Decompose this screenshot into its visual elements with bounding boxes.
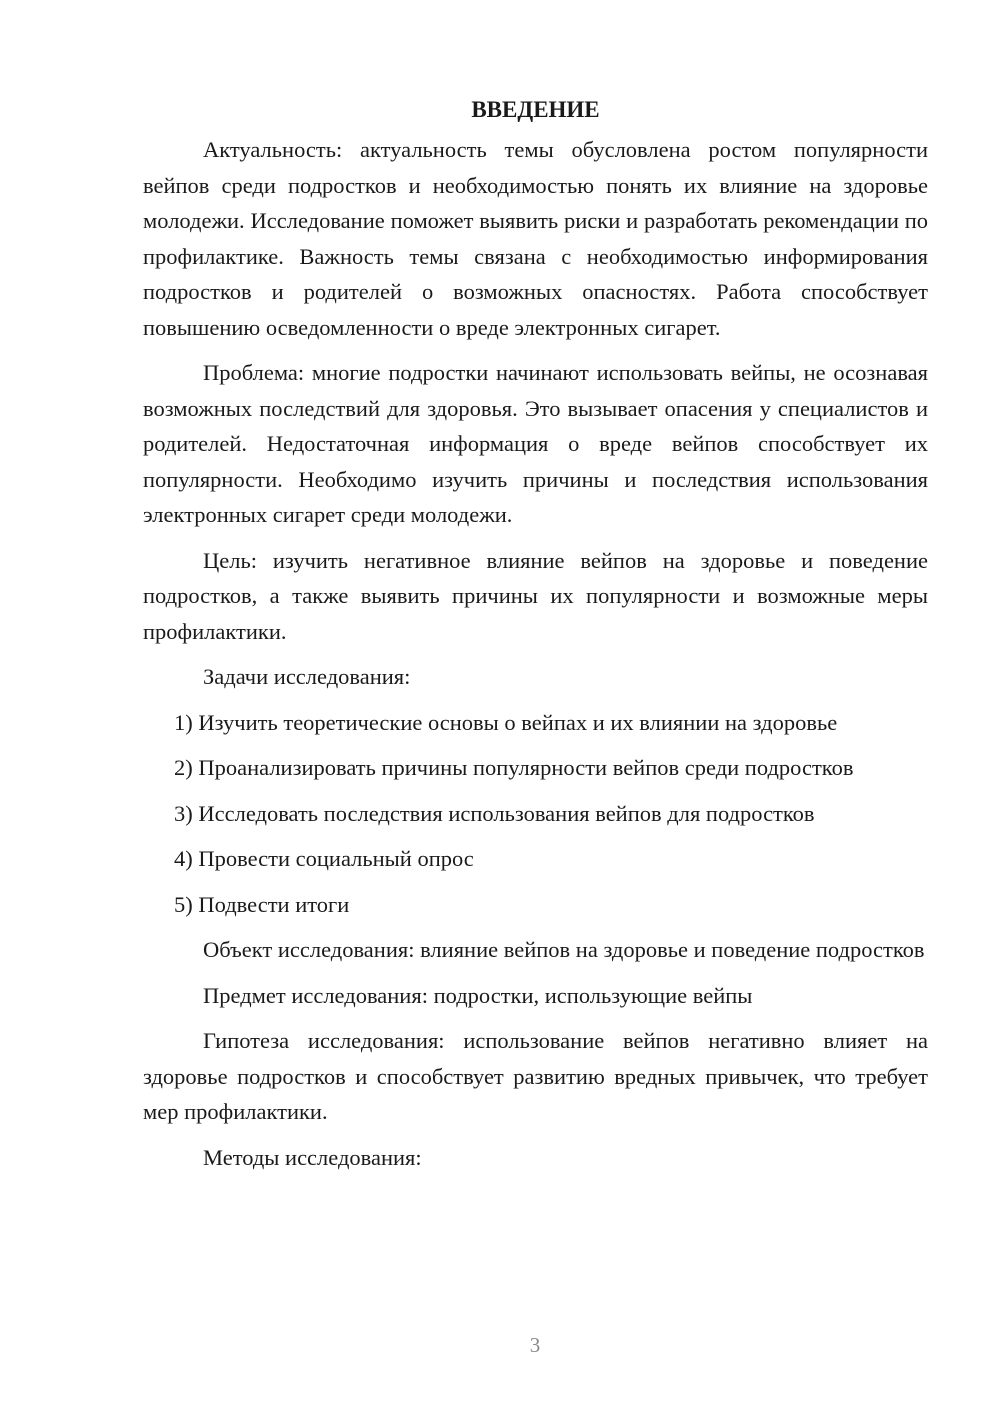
tasks-list	[143, 705, 928, 923]
task-item-4: 4) Провести социальный опрос	[174, 846, 474, 871]
task-item-1: 1) Изучить теоретические основы о вейпах и их влиянии на здоровье	[174, 709, 838, 735]
goal-paragraph: Цель: изучить негативное влияние вейпов на здоровье и поведение подростков, а также выявить причины их популярности и возможные меры профилактики.	[143, 547, 928, 644]
methods-heading: Методы исследования:	[203, 1144, 422, 1170]
hypothesis-paragraph: Гипотеза исследования: использование вейпов негативно влияет на здоровье подростков и способствует развитию вредных привычек, что требует мер профилактики.	[143, 1028, 928, 1124]
task-item-5: 5) Подвести итоги	[174, 891, 350, 917]
task-item-3: 3) Исследовать последствия использования вейпов для подростков	[174, 800, 815, 826]
page-title: ВВЕДЕНИЕ	[471, 97, 600, 122]
problem-paragraph: Проблема: многие подростки начинают использовать вейпы, не осознавая возможных последствий для здоровья. Это вызывает опасения у специалистов и родителей. Недостаточная информация о вреде вейпов способствует их популярности. Необходимо изучить причины и последствия использования электронных сигарет среди молодежи.	[143, 360, 928, 527]
document-page	[143, 92, 928, 1185]
page-number: 3	[529, 1333, 541, 1357]
tasks-heading: Задачи исследования:	[203, 664, 411, 689]
task-item-2: 2) Проанализировать причины популярности вейпов среди подростков	[174, 755, 854, 780]
subject-paragraph: Предмет исследования: подростки, использующие вейпы	[203, 982, 753, 1008]
relevance-paragraph: Актуальность: актуальность темы обусловлена ростом популярности вейпов среди подростков и необходимостью понять их влияние на здоровье молодежи. Исследование поможет выявить риски и разработать рекомендации по профилактике. Важность темы связана с необходимостью информирования подростков и родителей о возможных опасностях. Работа способствует повышению осведомленности о вреде электронных сигарет.	[143, 137, 928, 340]
object-paragraph: Объект исследования: влияние вейпов на здоровье и поведение подростков	[203, 937, 925, 962]
